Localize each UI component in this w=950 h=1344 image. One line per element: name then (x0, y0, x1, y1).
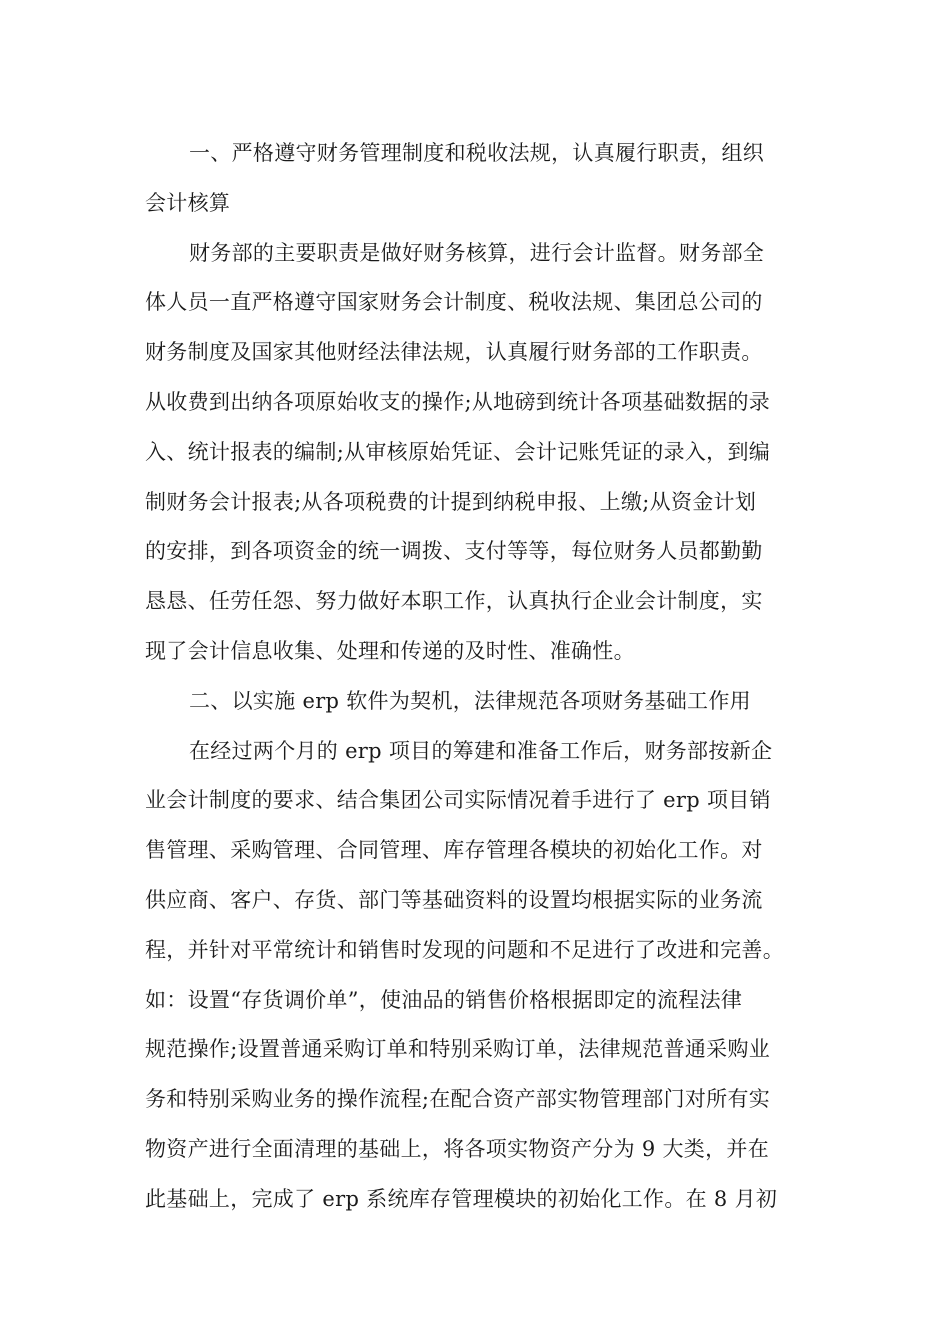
paragraph-line: 在经过两个月的 erp 项目的筹建和准备工作后，财务部按新企 (189, 738, 773, 763)
paragraph-line: 程，并针对平常统计和销售时发现的问题和不足进行了改进和完善。 (145, 937, 784, 962)
paragraph-line: 财务部的主要职责是做好财务核算，进行会计监督。财务部全 (189, 240, 765, 265)
paragraph-line: 的安排，到各项资金的统一调拨、支付等等，每位财务人员都勤勤 (145, 539, 763, 564)
paragraph-line: 现了会计信息收集、处理和传递的及时性、准确性。 (145, 638, 635, 663)
section-heading-1-cont: 会计核算 (145, 190, 231, 215)
paragraph-line: 从收费到出纳各项原始收支的操作;从地磅到统计各项基础数据的录 (145, 389, 771, 414)
paragraph-line: 供应商、客户、存货、部门等基础资料的设置均根据实际的业务流 (145, 887, 763, 912)
paragraph-line: 制财务会计报表;从各项税费的计提到纳税申报、上缴;从资金计划 (145, 489, 757, 514)
paragraph-line: 体人员一直严格遵守国家财务会计制度、税收法规、集团总公司的 (145, 290, 763, 315)
section-heading-1: 一、严格遵守财务管理制度和税收法规，认真履行职责，组织 (189, 141, 765, 165)
paragraph-line: 规范操作;设置普通采购订单和特别采购订单，法律规范普通采购业 (145, 1037, 771, 1062)
paragraph-line: 物资产进行全面清理的基础上，将各项实物资产分为 9 大类，并在 (145, 1136, 770, 1161)
document-body (145, 129, 825, 1225)
paragraph-line: 此基础上，完成了 erp 系统库存管理模块的初始化工作。在 8 月初 (145, 1186, 778, 1211)
section-heading-2: 二、以实施 erp 软件为契机，法律规范各项财务基础工作用 (189, 688, 751, 713)
paragraph-line: 财务制度及国家其他财经法律法规，认真履行财务部的工作职责。 (145, 340, 763, 365)
paragraph-line: 如：设置“存货调价单”，使油品的销售价格根据即定的流程法律 (145, 987, 743, 1012)
paragraph-line: 恳恳、任劳任怨、努力做好本职工作，认真执行企业会计制度，实 (145, 589, 763, 614)
paragraph-line: 售管理、采购管理、合同管理、库存管理各模块的初始化工作。对 (145, 838, 763, 863)
paragraph-line: 务和特别采购业务的操作流程;在配合资产部实物管理部门对所有实 (145, 1087, 771, 1112)
paragraph-line: 业会计制度的要求、结合集团公司实际情况着手进行了 erp 项目销 (145, 788, 771, 813)
paragraph-line: 入、统计报表的编制;从审核原始凭证、会计记账凭证的录入，到编 (145, 439, 771, 464)
